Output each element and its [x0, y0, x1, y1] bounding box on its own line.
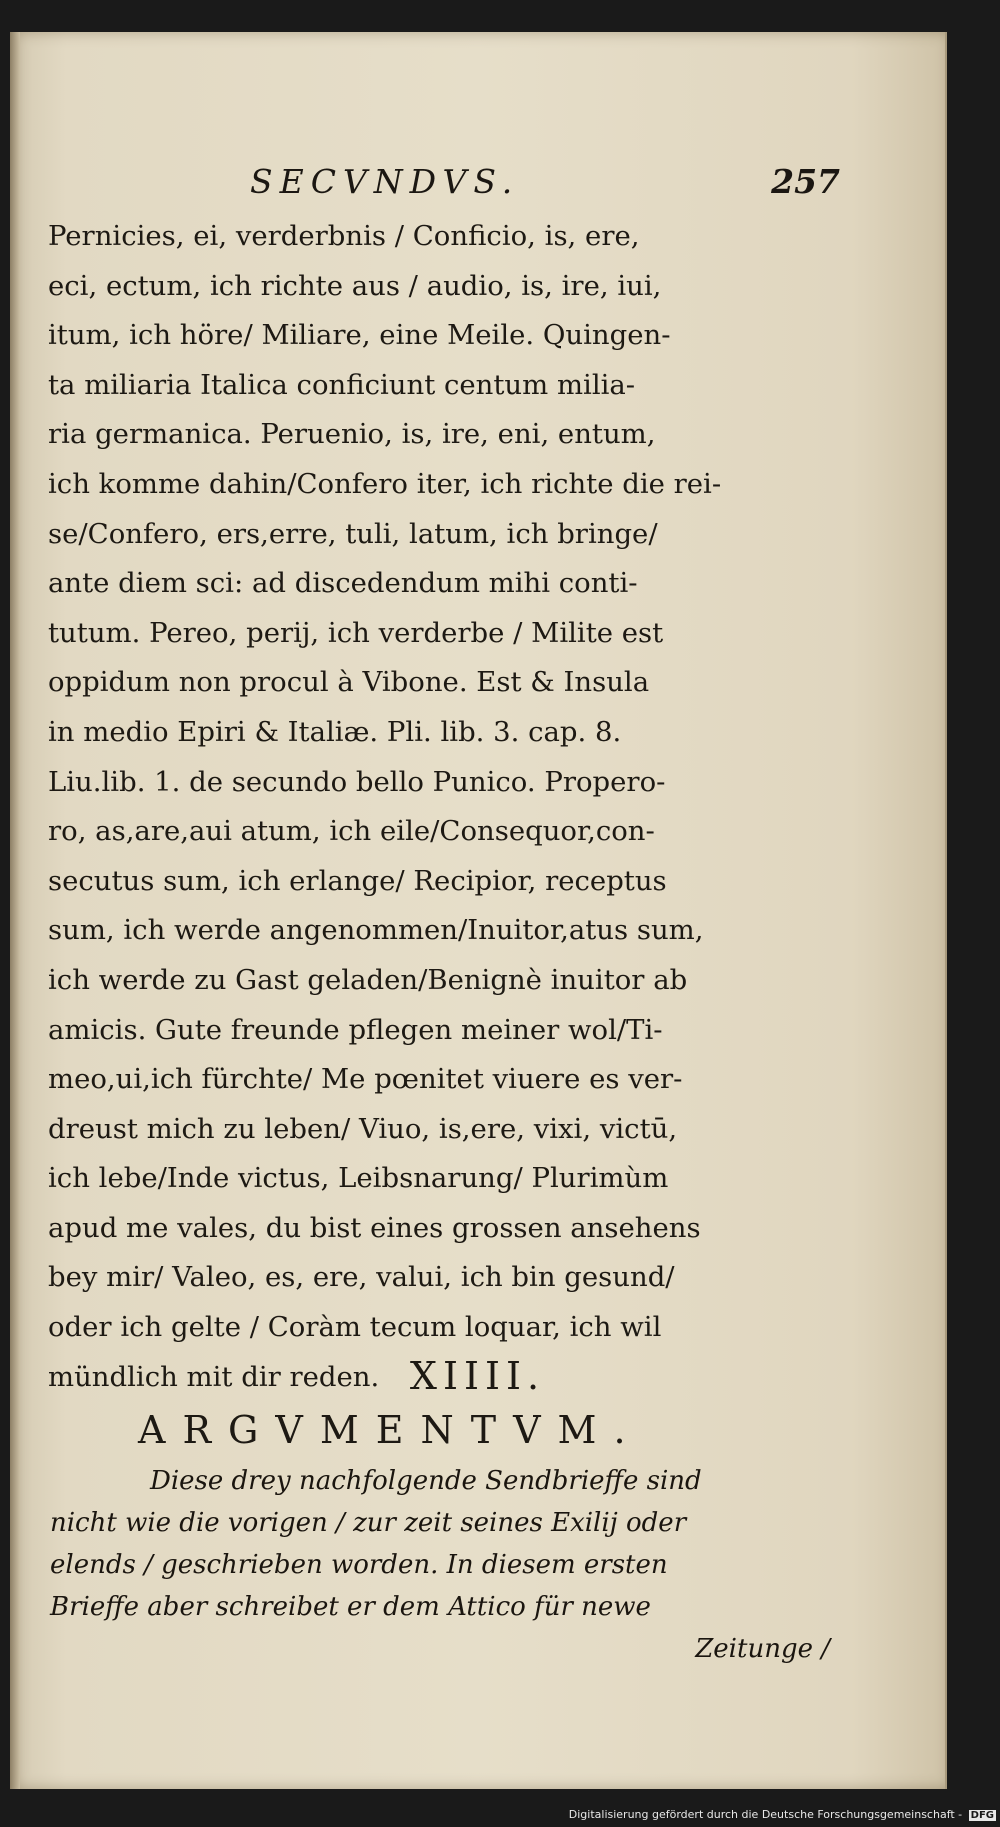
- body-line: Pernicies, ei, verderbnis / Conficio, is, ere,: [48, 220, 640, 252]
- body-line: ria germanica. Peruenio, is, ire, eni, entum,: [48, 418, 656, 451]
- body-line: se/Confero, ers,erre, tuli, latum, ich bringe/: [48, 517, 658, 550]
- page-gutter: [10, 32, 20, 1789]
- body-line: itum, ich höre/ Miliare, eine Meile. Quingen-: [48, 319, 671, 352]
- body-line: ich lebe/Inde victus, Leibsnarung/ Plurimùm: [48, 1162, 669, 1195]
- argument-line: Zeitunge /: [695, 1634, 830, 1664]
- digitization-credit: [569, 1808, 996, 1821]
- page-header: [250, 162, 840, 212]
- section-number: XIIII.: [409, 1354, 546, 1398]
- body-line: ich komme dahin/Confero iter, ich richte die rei-: [48, 467, 722, 500]
- argument-line: elends / geschrieben worden. In diesem ersten: [50, 1550, 668, 1580]
- page-number: 257: [771, 162, 840, 201]
- argument-line: Brieffe aber schreibet er dem Attico für newe: [50, 1592, 651, 1622]
- body-line: dreust mich zu leben/ Viuo, is,ere, vixi, victū,: [48, 1112, 678, 1145]
- argument-heading: ARGVMENTVM.: [138, 1408, 643, 1452]
- body-line: eci, ectum, ich richte aus / audio, is, ire, iui,: [48, 269, 662, 302]
- book-page: [10, 32, 947, 1789]
- body-line: ich werde zu Gast geladen/Benignè inuitor ab: [48, 963, 688, 996]
- body-line: apud me vales, du bist eines grossen ansehens: [48, 1211, 701, 1244]
- body-line: bey mir/ Valeo, es, ere, valui, ich bin gesund/: [48, 1261, 675, 1294]
- body-line: oder ich gelte / Coràm tecum loquar, ich wil: [48, 1311, 662, 1344]
- body-line: ta miliaria Italica conficiunt centum milia-: [48, 368, 636, 401]
- body-line: in medio Epiri & Italiæ. Pli. lib. 3. cap. 8.: [48, 715, 622, 748]
- body-line: Liu.lib. 1. de secundo bello Punico. Propero-: [48, 765, 666, 798]
- credit-text: Digitalisierung gefördert durch die Deutsche Forschungsgemeinschaft -: [568, 1808, 963, 1821]
- body-line: oppidum non procul à Vibone. Est & Insula: [48, 666, 650, 699]
- dfg-logo: DFG: [970, 1810, 994, 1821]
- body-line: mündlich mit dir reden.: [48, 1360, 380, 1393]
- body-line: tutum. Pereo, perij, ich verderbe / Milite est: [48, 616, 664, 649]
- body-text: [48, 212, 838, 1402]
- running-head: SECVNDVS.: [250, 162, 520, 201]
- body-line: amicis. Gute freunde pflegen meiner wol/Ti-: [48, 1013, 663, 1046]
- body-line: secutus sum, ich erlange/ Recipior, receptus: [48, 864, 667, 897]
- body-line: ro, as,are,aui atum, ich eile/Consequor,con-: [48, 815, 655, 848]
- argument-line: Diese drey nachfolgende Sendbrieffe sind: [150, 1466, 702, 1496]
- body-line: ante diem sci: ad discedendum mihi conti-: [48, 567, 638, 600]
- argument-line: nicht wie die vorigen / zur zeit seines Exilij oder: [50, 1508, 687, 1538]
- body-line: sum, ich werde angenommen/Inuitor,atus sum,: [48, 914, 704, 947]
- argument-text: [50, 1460, 840, 1670]
- body-line: meo,ui,ich fürchte/ Me pœnitet viuere es ver-: [48, 1063, 683, 1096]
